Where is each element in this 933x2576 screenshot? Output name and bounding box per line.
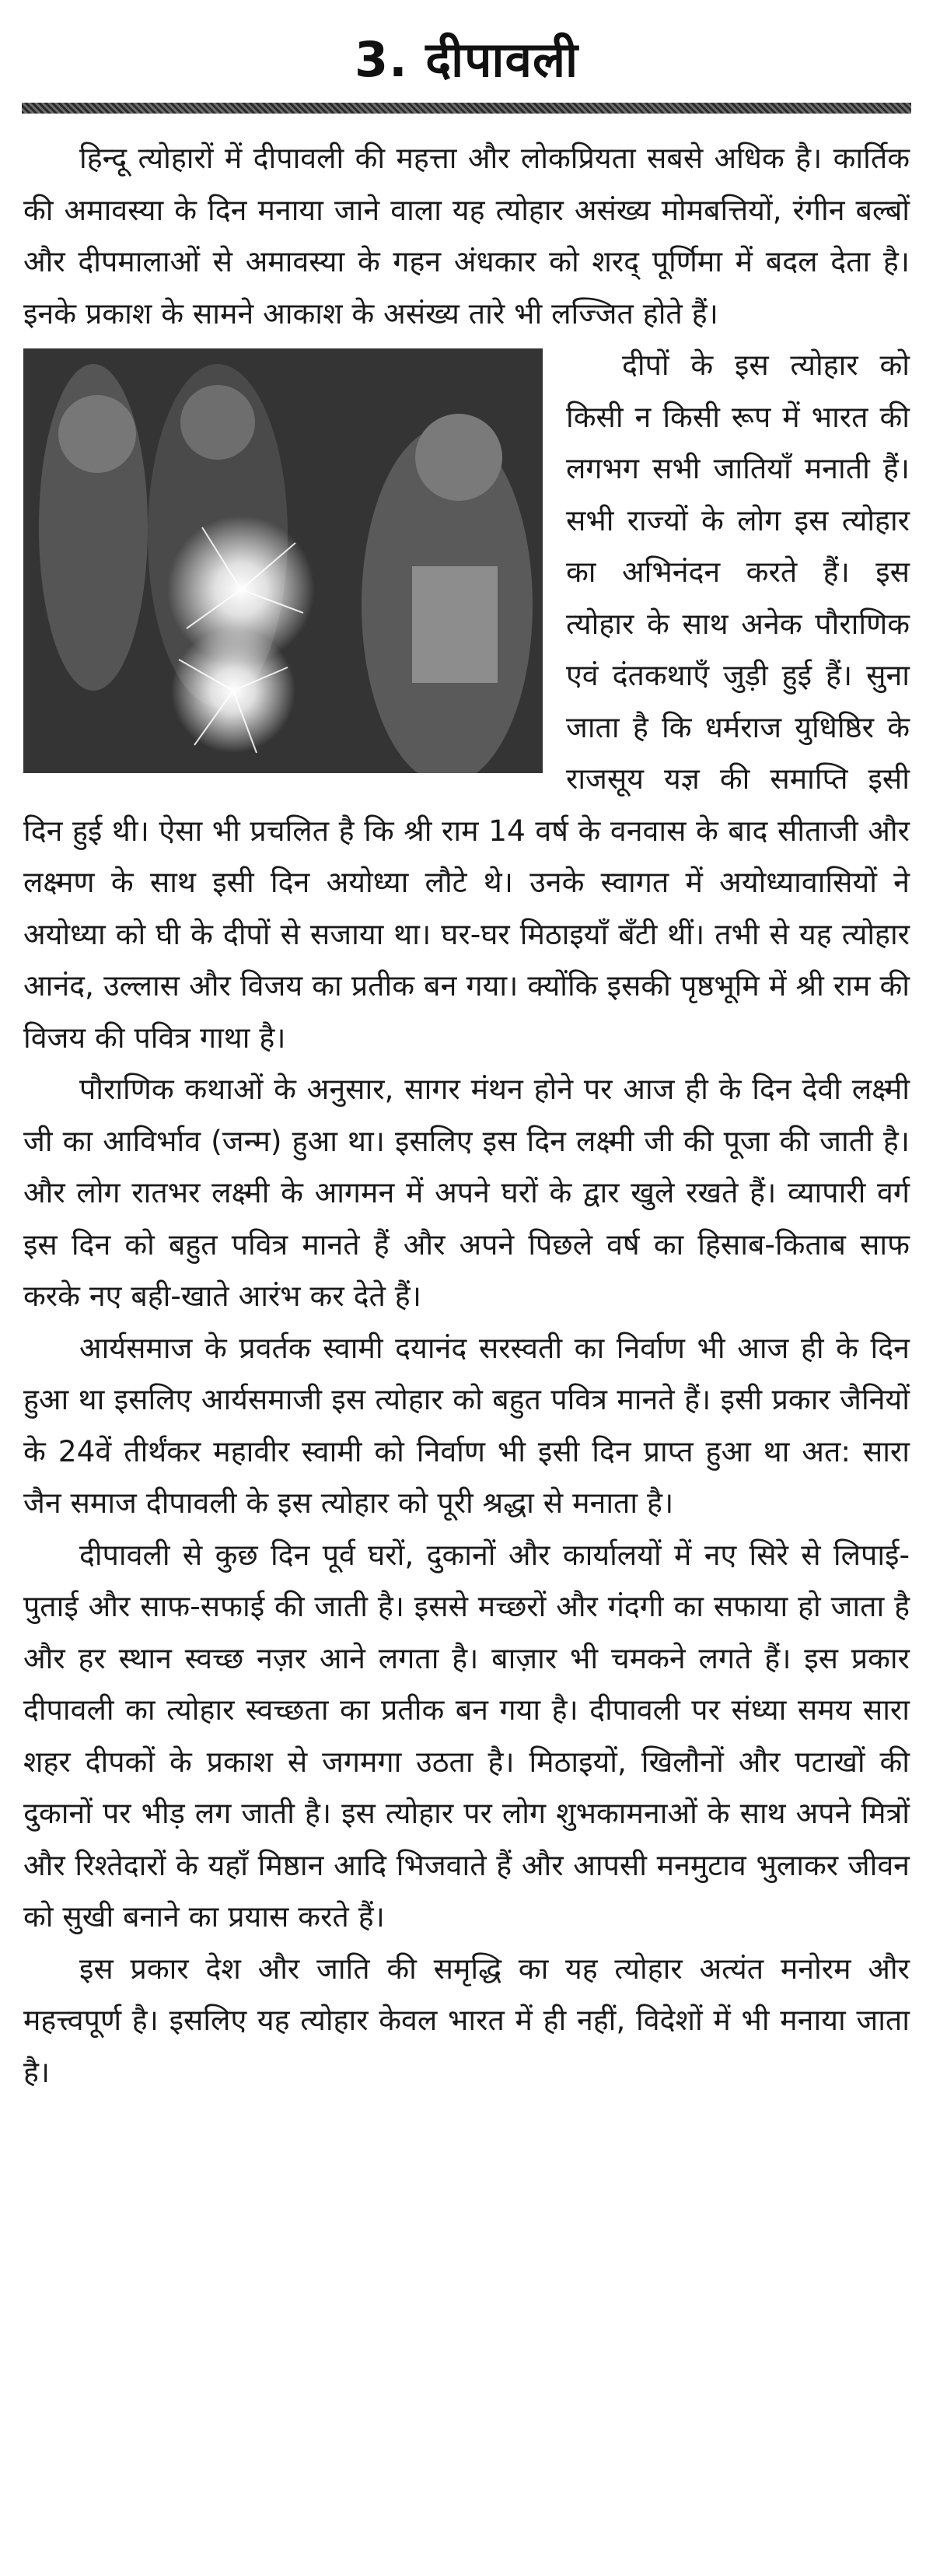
paragraph-4: आर्यसमाज के प्रवर्तक स्वामी दयानंद सरस्वती का निर्वाण भी आज ही के दिन हुआ था इसलिए आर्यसमाजी इस त्योहार को बहुत पवित्र मानते हैं। इसी प्रकार जैनियों के 24वें तीर्थंकर महावीर स्वामी को निर्वाण भी इसी दिन प्राप्त हुआ था अत: सारा जैन समाज दीपावली के इस त्योहार को पूरी श्रद्धा से मनाता है। [23,1330,910,1520]
paragraph-3: पौराणिक कथाओं के अनुसार, सागर मंथन होने पर आज ही के दिन देवी लक्ष्मी जी का आविर्भाव (जन्म) हुआ था। इसलिए इस दिन लक्ष्मी जी की पूजा की जाती है। और लोग रातभर लक्ष्मी के आगमन में अपने घरों के द्वार खुले रखते हैं। व्यापारी वर्ग इस दिन को बहुत पवित्र मानते हैं और अपने पिछले वर्ष का हिसाब-किताब साफ करके नए बही-खाते आरंभ कर देते हैं। [23,1072,910,1313]
title-divider [22,103,911,114]
paragraph-6: इस प्रकार देश और जाति की समृद्धि का यह त्योहार अत्यंत मनोरम और महत्त्वपूर्ण है। इसलिए यह त्योहार केवल भारत में ही नहीं, विदेशों में भी मनाया जाता है। [23,1951,910,2089]
paragraph-1: हिन्दू त्योहारों में दीपावली की महत्ता और लोकप्रियता सबसे अधिक है। कार्तिक की अमावस्या के दिन मनाया जाने वाला यह त्योहार असंख्य मोमबत्तियों, रंगीन बल्बों और दीपमालाओं से अमावस्या के गहन अंधकार को शरद् पूर्णिमा में बदल देता है। इनके प्रकाश के सामने आकाश के असंख्य तारे भी लज्जित होते हैं। [23,141,910,331]
page-title: 3. दीपावली [354,31,579,88]
diwali-sparkler-photo [23,348,543,773]
paragraph-5: दीपावली से कुछ दिन पूर्व घरों, दुकानों और कार्यालयों में नए सिरे से लिपाई-पुताई और साफ-सफाई की जाती है। इससे मच्छरों और गंदगी का सफाया हो जाता है और हर स्थान स्वच्छ नज़र आने लगता है। बाज़ार भी चमकने लगते हैं। इस प्रकार दीपावली का त्योहार स्वच्छता का प्रतीक बन गया है। दीपावली पर संध्या समय सारा शहर दीपकों के प्रकाश से जगमगा उठता है। मिठाइयों, खिलौनों और पटाखों की दुकानों पर भीड़ लग जाती है। इस त्योहार पर लोग शुभकामनाओं के साथ अपने मित्रों और रिश्तेदारों के यहाँ मिष्ठान आदि भिजवाते हैं और आपसी मनमुटाव भुलाकर जीवन को सुखी बनाने का प्रयास करते हैं। [23,1537,910,1934]
photo-illustration [23,348,543,773]
essay-body [23,132,910,2098]
paragraph-2: दीपों के इस त्योहार को किसी न किसी रूप में भारत की लगभग सभी जातियाँ मनाती हैं। सभी राज्यों के लोग इस त्योहार का अभिनंदन करते हैं। इस त्योहार के साथ अनेक पौराणिक एवं दंतकथाएँ जुड़ी हुई हैं। सुना जाता है कि धर्मराज युधिष्ठिर के राजसूय यज्ञ की समाप्ति इसी दिन हुई थी। ऐसा भी प्रचलित है कि श्री राम 14 वर्ष के वनवास के बाद सीताजी और लक्ष्मण के साथ इसी दिन अयोध्या लौटे थे। उनके स्वागत में अयोध्यावासियों ने अयोध्या को घी के दीपों से सजाया था। घर-घर मिठाइयाँ बँटी थीं। तभी से यह त्योहार आनंद, उल्लास और विजय का प्रतीक बन गया। क्योंकि इसकी पृष्ठभूमि में श्री राम की विजय की पवित्र गाथा है। [23,348,910,1055]
